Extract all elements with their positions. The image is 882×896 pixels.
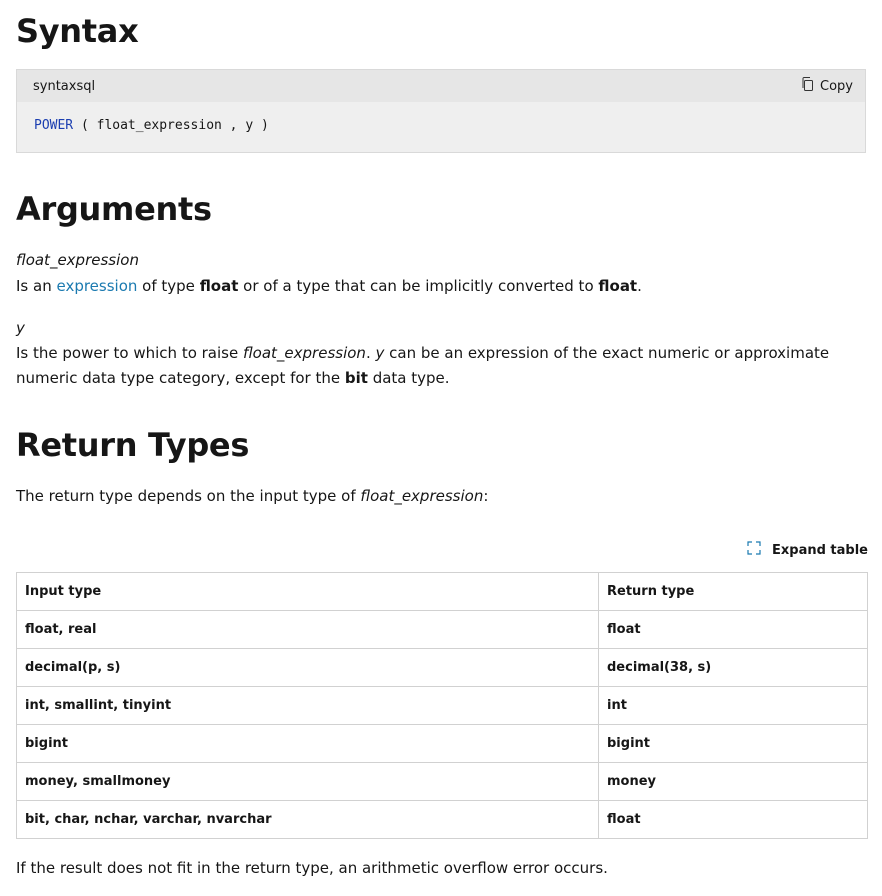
table-row — [17, 763, 868, 801]
text-fragment: Is the power to which to raise — [16, 344, 243, 362]
arg-float-expression-desc — [16, 274, 868, 299]
bold-term: bit — [344, 369, 368, 387]
table-row — [17, 801, 868, 839]
code-block — [16, 69, 866, 153]
table-header-row — [17, 573, 868, 611]
input-type-cell: float, real — [17, 611, 599, 649]
copy-label: Copy — [820, 78, 853, 94]
text-fragment: . — [365, 344, 376, 362]
text-fragment: data type. — [367, 369, 450, 387]
code-body — [17, 102, 865, 133]
expand-icon — [746, 540, 762, 560]
expression-link[interactable]: expression — [56, 277, 138, 295]
text-fragment: or of a type that can be implicitly converted to — [238, 277, 599, 295]
return-intro — [16, 484, 868, 509]
arg-y-desc — [16, 341, 868, 391]
arguments-heading: Arguments — [16, 190, 212, 228]
return-type-table — [16, 572, 868, 839]
italic-term: float_expression — [360, 487, 484, 505]
text-fragment: . — [637, 277, 642, 295]
table-row — [17, 611, 868, 649]
header-return-type: Return type — [599, 573, 868, 611]
arg-y-name: y — [16, 319, 25, 337]
expand-table-button[interactable] — [746, 540, 868, 560]
italic-term: y — [375, 344, 385, 362]
return-type-cell: float — [599, 801, 868, 839]
return-type-cell: int — [599, 687, 868, 725]
code-header — [17, 70, 865, 102]
input-type-cell: bigint — [17, 725, 599, 763]
overflow-note: If the result does not fit in the return type, an arithmetic overflow error occurs. — [16, 859, 608, 877]
text-fragment: : — [483, 487, 489, 505]
text-fragment: The return type depends on the input type of — [16, 487, 361, 505]
bold-term: float — [598, 277, 638, 295]
code-args: ( float_expression , y ) — [73, 118, 269, 133]
input-type-cell: bit, char, nchar, varchar, nvarchar — [17, 801, 599, 839]
text-fragment: of type — [137, 277, 200, 295]
return-type-cell: decimal(38, s) — [599, 649, 868, 687]
arg-float-expression-name: float_expression — [16, 251, 139, 269]
table-row — [17, 649, 868, 687]
expand-table-label: Expand table — [772, 542, 868, 558]
input-type-cell: money, smallmoney — [17, 763, 599, 801]
code-keyword: POWER — [34, 118, 74, 133]
return-type-cell: bigint — [599, 725, 868, 763]
bold-term: float — [199, 277, 239, 295]
copy-button[interactable] — [801, 77, 853, 95]
syntax-heading: Syntax — [16, 12, 139, 50]
input-type-cell: int, smallint, tinyint — [17, 687, 599, 725]
return-type-cell: money — [599, 763, 868, 801]
return-type-cell: float — [599, 611, 868, 649]
header-input-type: Input type — [17, 573, 599, 611]
input-type-cell: decimal(p, s) — [17, 649, 599, 687]
text-fragment: Is an — [16, 277, 57, 295]
code-language-label: syntaxsql — [33, 78, 96, 94]
copy-icon — [801, 77, 814, 95]
table-row — [17, 687, 868, 725]
italic-term: float_expression — [242, 344, 366, 362]
table-row — [17, 725, 868, 763]
return-types-heading: Return Types — [16, 426, 250, 464]
text-fragment: can be an expression of the exact numeric or approximate numeric data type category, except for the — [16, 344, 830, 387]
